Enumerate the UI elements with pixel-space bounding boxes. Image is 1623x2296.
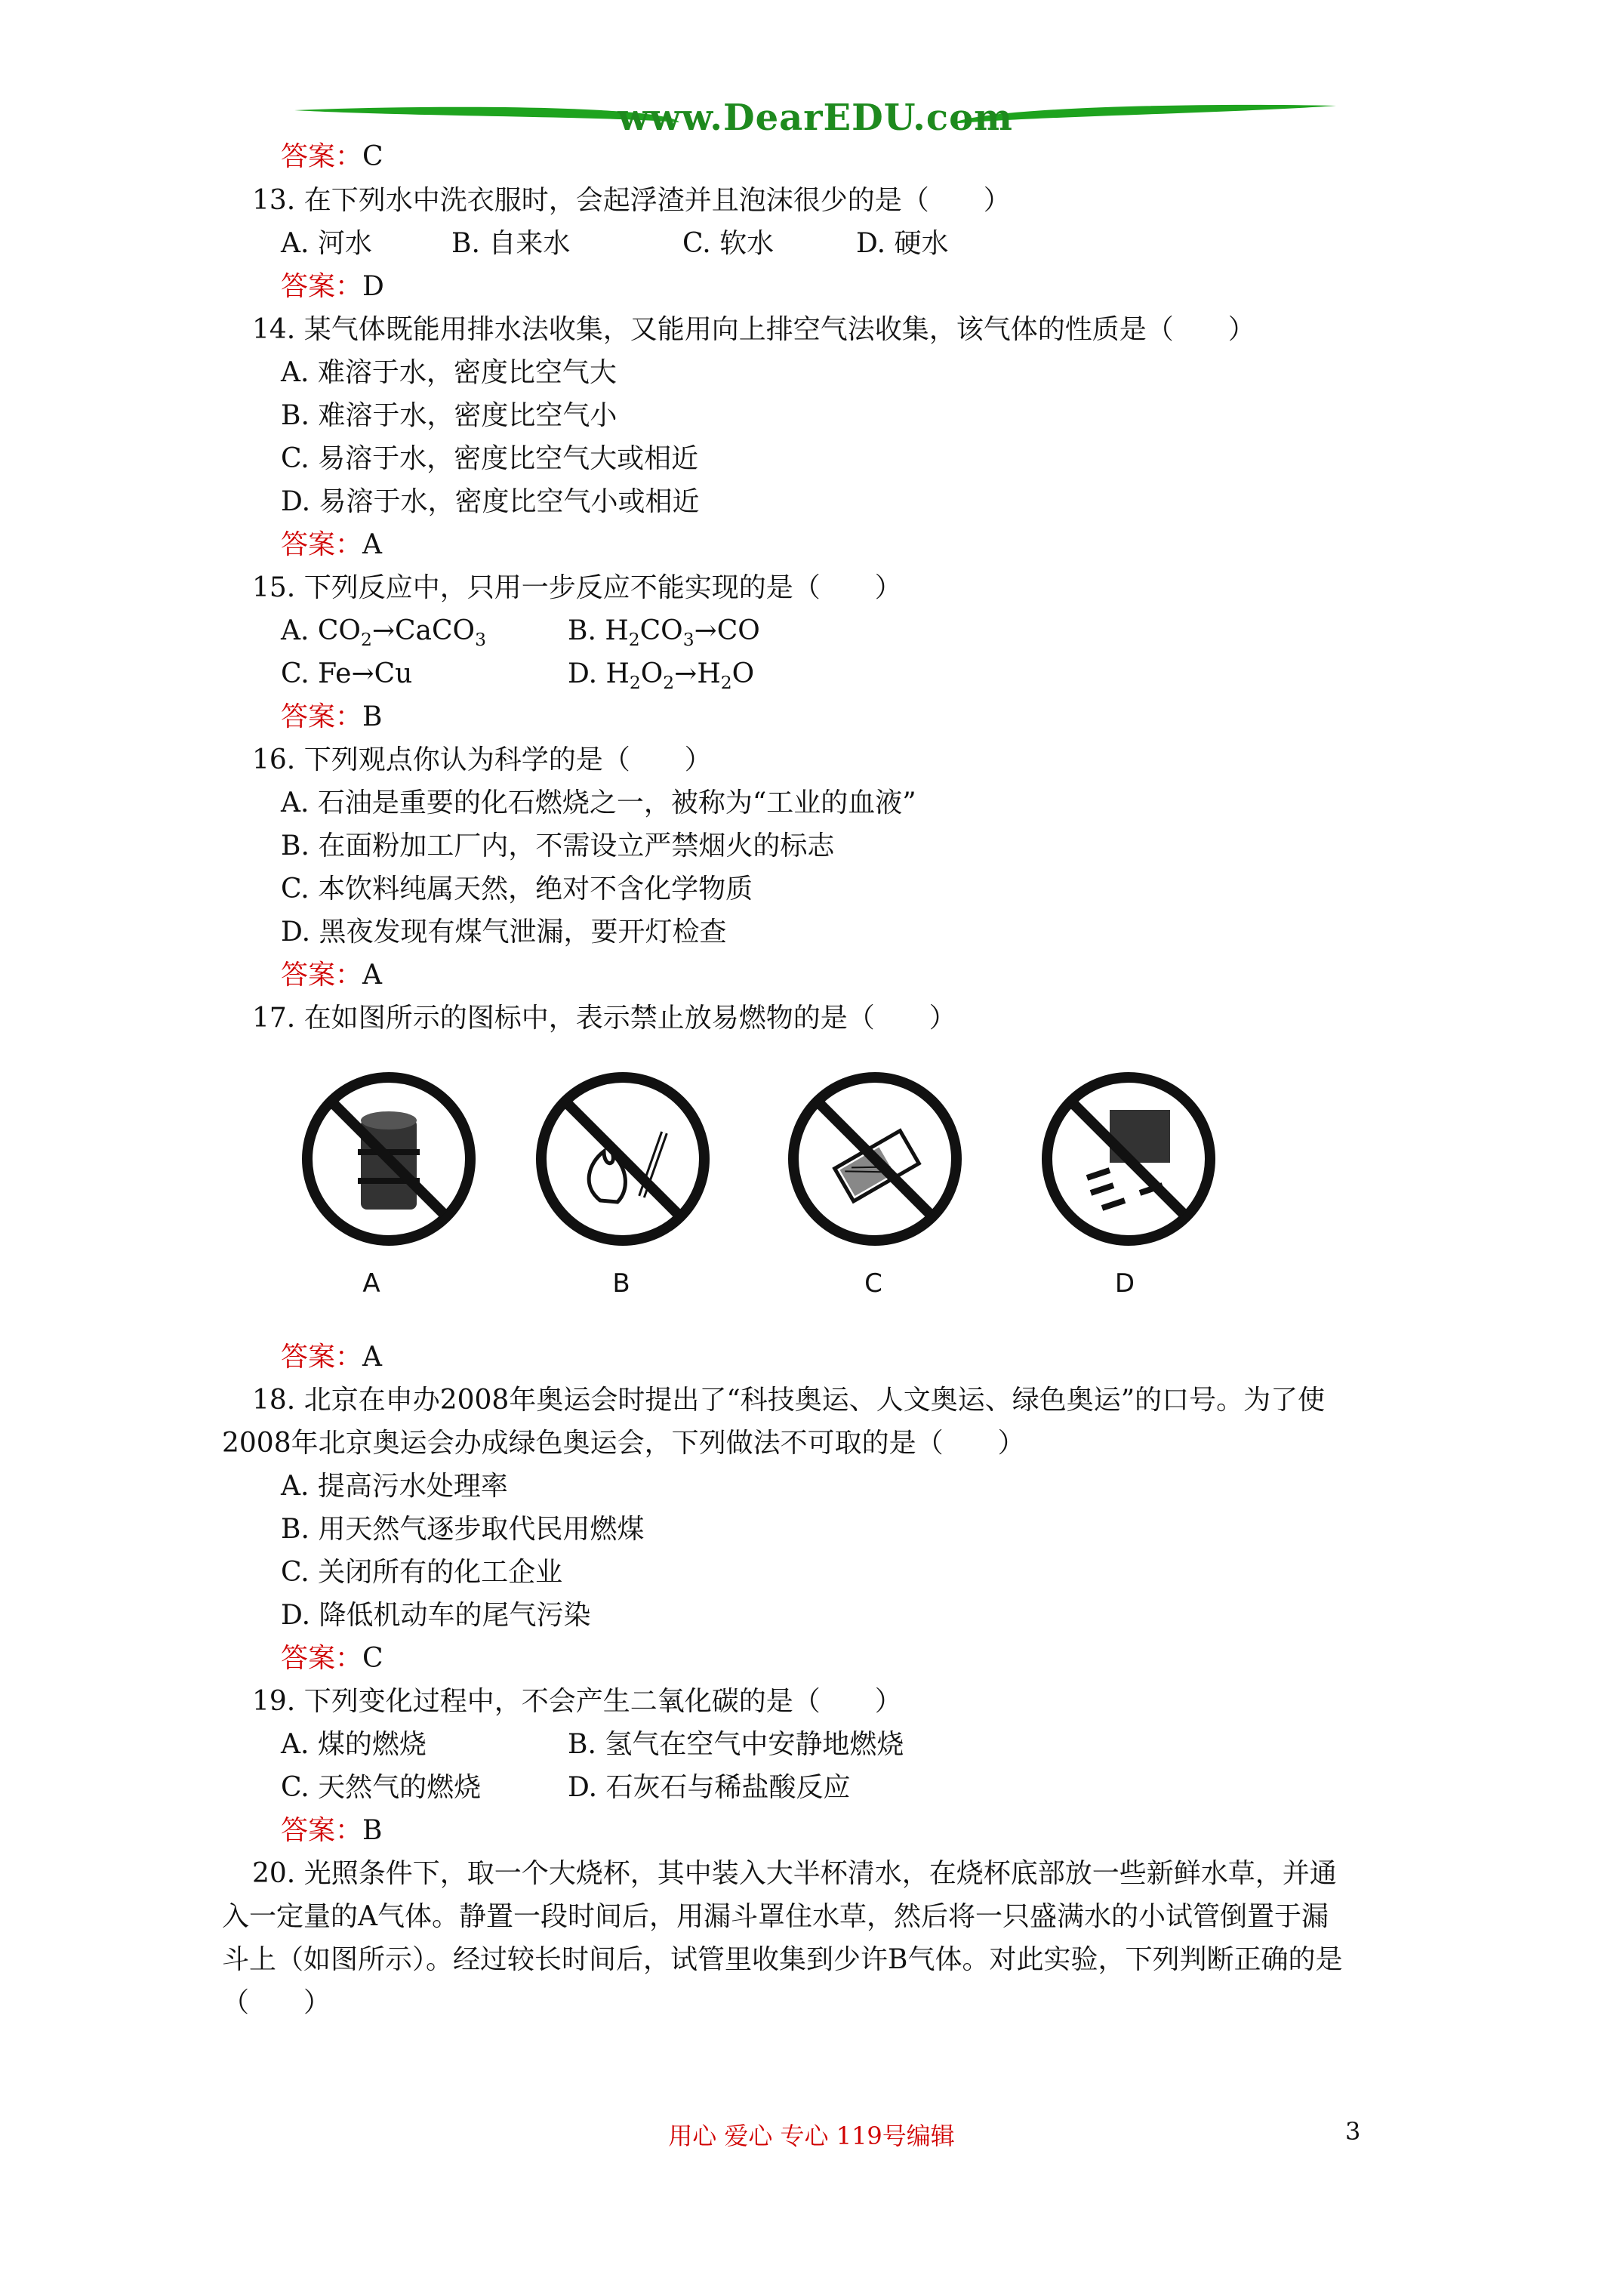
q16-option-d: D. 黑夜发现有煤气泄漏，要开灯检查	[281, 917, 727, 948]
answer-17: 答案：A	[281, 1342, 383, 1373]
no-flammables-drum-sign-icon	[294, 1065, 483, 1253]
answer-16: 答案：A	[281, 960, 383, 991]
question-20-line-4: （ ）	[222, 1987, 331, 2018]
answer-14: 答案：A	[281, 529, 383, 560]
icon-label-b: B	[612, 1268, 630, 1299]
question-19: 19. 下列变化过程中，不会产生二氧化碳的是（ ）	[252, 1686, 902, 1717]
question-18-line-2: 2008年北京奥运会办成绿色奥运会，下列做法不可取的是（ ）	[222, 1428, 1025, 1459]
answer-15: 答案：B	[281, 701, 383, 732]
q18-option-c: C. 关闭所有的化工企业	[281, 1557, 563, 1588]
question-14: 14. 某气体既能用排水法收集，又能用向上排空气法收集，该气体的性质是（ ）	[252, 314, 1255, 345]
q13-option-b: B. 自来水	[451, 228, 571, 259]
answer-13: 答案：D	[281, 271, 384, 302]
q13-option-d: D. 硬水	[856, 228, 949, 259]
icon-label-c: C	[864, 1268, 882, 1299]
question-17: 17. 在如图所示的图标中，表示禁止放易燃物的是（ ）	[252, 1003, 956, 1034]
answer-19: 答案：B	[281, 1815, 383, 1846]
question-20-line-2: 入一定量的A气体。静置一段时间后，用漏斗罩住水草，然后将一只盛满水的小试管倒置于漏	[222, 1901, 1329, 1932]
q14-option-b: B. 难溶于水，密度比空气小	[281, 400, 617, 431]
icon-label-a: A	[362, 1268, 380, 1299]
q19-option-a: A. 煤的燃烧	[281, 1729, 427, 1760]
footer-credit: 用心 爱心 专心 119号编辑	[668, 2122, 955, 2150]
q15-option-a: A. $CO_2\to CaCO_3$	[281, 615, 486, 651]
no-matches-sign-icon	[781, 1065, 969, 1253]
icon-label-d: D	[1114, 1268, 1135, 1299]
question-18-line-1: 18. 北京在申办2008年奥运会时提出了“科技奥运、人文奥运、绿色奥运”的口号。为了使	[252, 1385, 1326, 1416]
q14-option-c: C. 易溶于水，密度比空气大或相近	[281, 443, 699, 474]
no-stacking-sign-icon	[1034, 1065, 1223, 1253]
question-20-line-3: 斗上（如图所示）。经过较长时间后，试管里收集到少许B气体。对此实验，下列判断正确的是	[222, 1944, 1343, 1975]
q19-option-c: C. 天然气的燃烧	[281, 1772, 482, 1803]
q19-option-b: B. 氢气在空气中安静地燃烧	[568, 1729, 904, 1760]
q19-option-d: D. 石灰石与稀盐酸反应	[568, 1772, 851, 1803]
question-13: 13. 在下列水中洗衣服时，会起浮渣并且泡沫很少的是（ ）	[252, 185, 1011, 216]
q16-option-c: C. 本饮料纯属天然，绝对不含化学物质	[281, 874, 753, 905]
q18-option-b: B. 用天然气逐步取代民用燃煤	[281, 1514, 645, 1545]
header-site-title: www.DearEDU.com	[617, 97, 1013, 139]
question-16: 16. 下列观点你认为科学的是（ ）	[252, 744, 712, 775]
page-number: 3	[1345, 2117, 1361, 2146]
q16-option-b: B. 在面粉加工厂内，不需设立严禁烟火的标志	[281, 831, 835, 861]
q14-option-d: D. 易溶于水，密度比空气小或相近	[281, 486, 700, 517]
q15-option-b: B. $H_2CO_3\to CO$	[568, 615, 760, 651]
question-15: 15. 下列反应中，只用一步反应不能实现的是（ ）	[252, 572, 902, 603]
q15-option-d: D. $H_2O_2\to H_2O$	[568, 658, 755, 694]
question-20-line-1: 20. 光照条件下，取一个大烧杯，其中装入大半杯清水，在烧杯底部放一些新鲜水草，并通	[252, 1858, 1337, 1889]
no-fire-sign-icon	[528, 1065, 717, 1253]
answer-18: 答案：C	[281, 1643, 383, 1674]
q14-option-a: A. 难溶于水，密度比空气大	[281, 357, 617, 388]
q18-option-d: D. 降低机动车的尾气污染	[281, 1600, 591, 1631]
answer-12: 答案：C	[281, 141, 383, 172]
q13-option-a: A. 河水	[281, 228, 372, 259]
q15-option-c: C. Fe→Cu	[281, 658, 413, 689]
q18-option-a: A. 提高污水处理率	[281, 1471, 508, 1502]
q16-option-a: A. 石油是重要的化石燃烧之一，被称为“工业的血液”	[281, 787, 916, 818]
q13-option-c: C. 软水	[682, 228, 775, 259]
